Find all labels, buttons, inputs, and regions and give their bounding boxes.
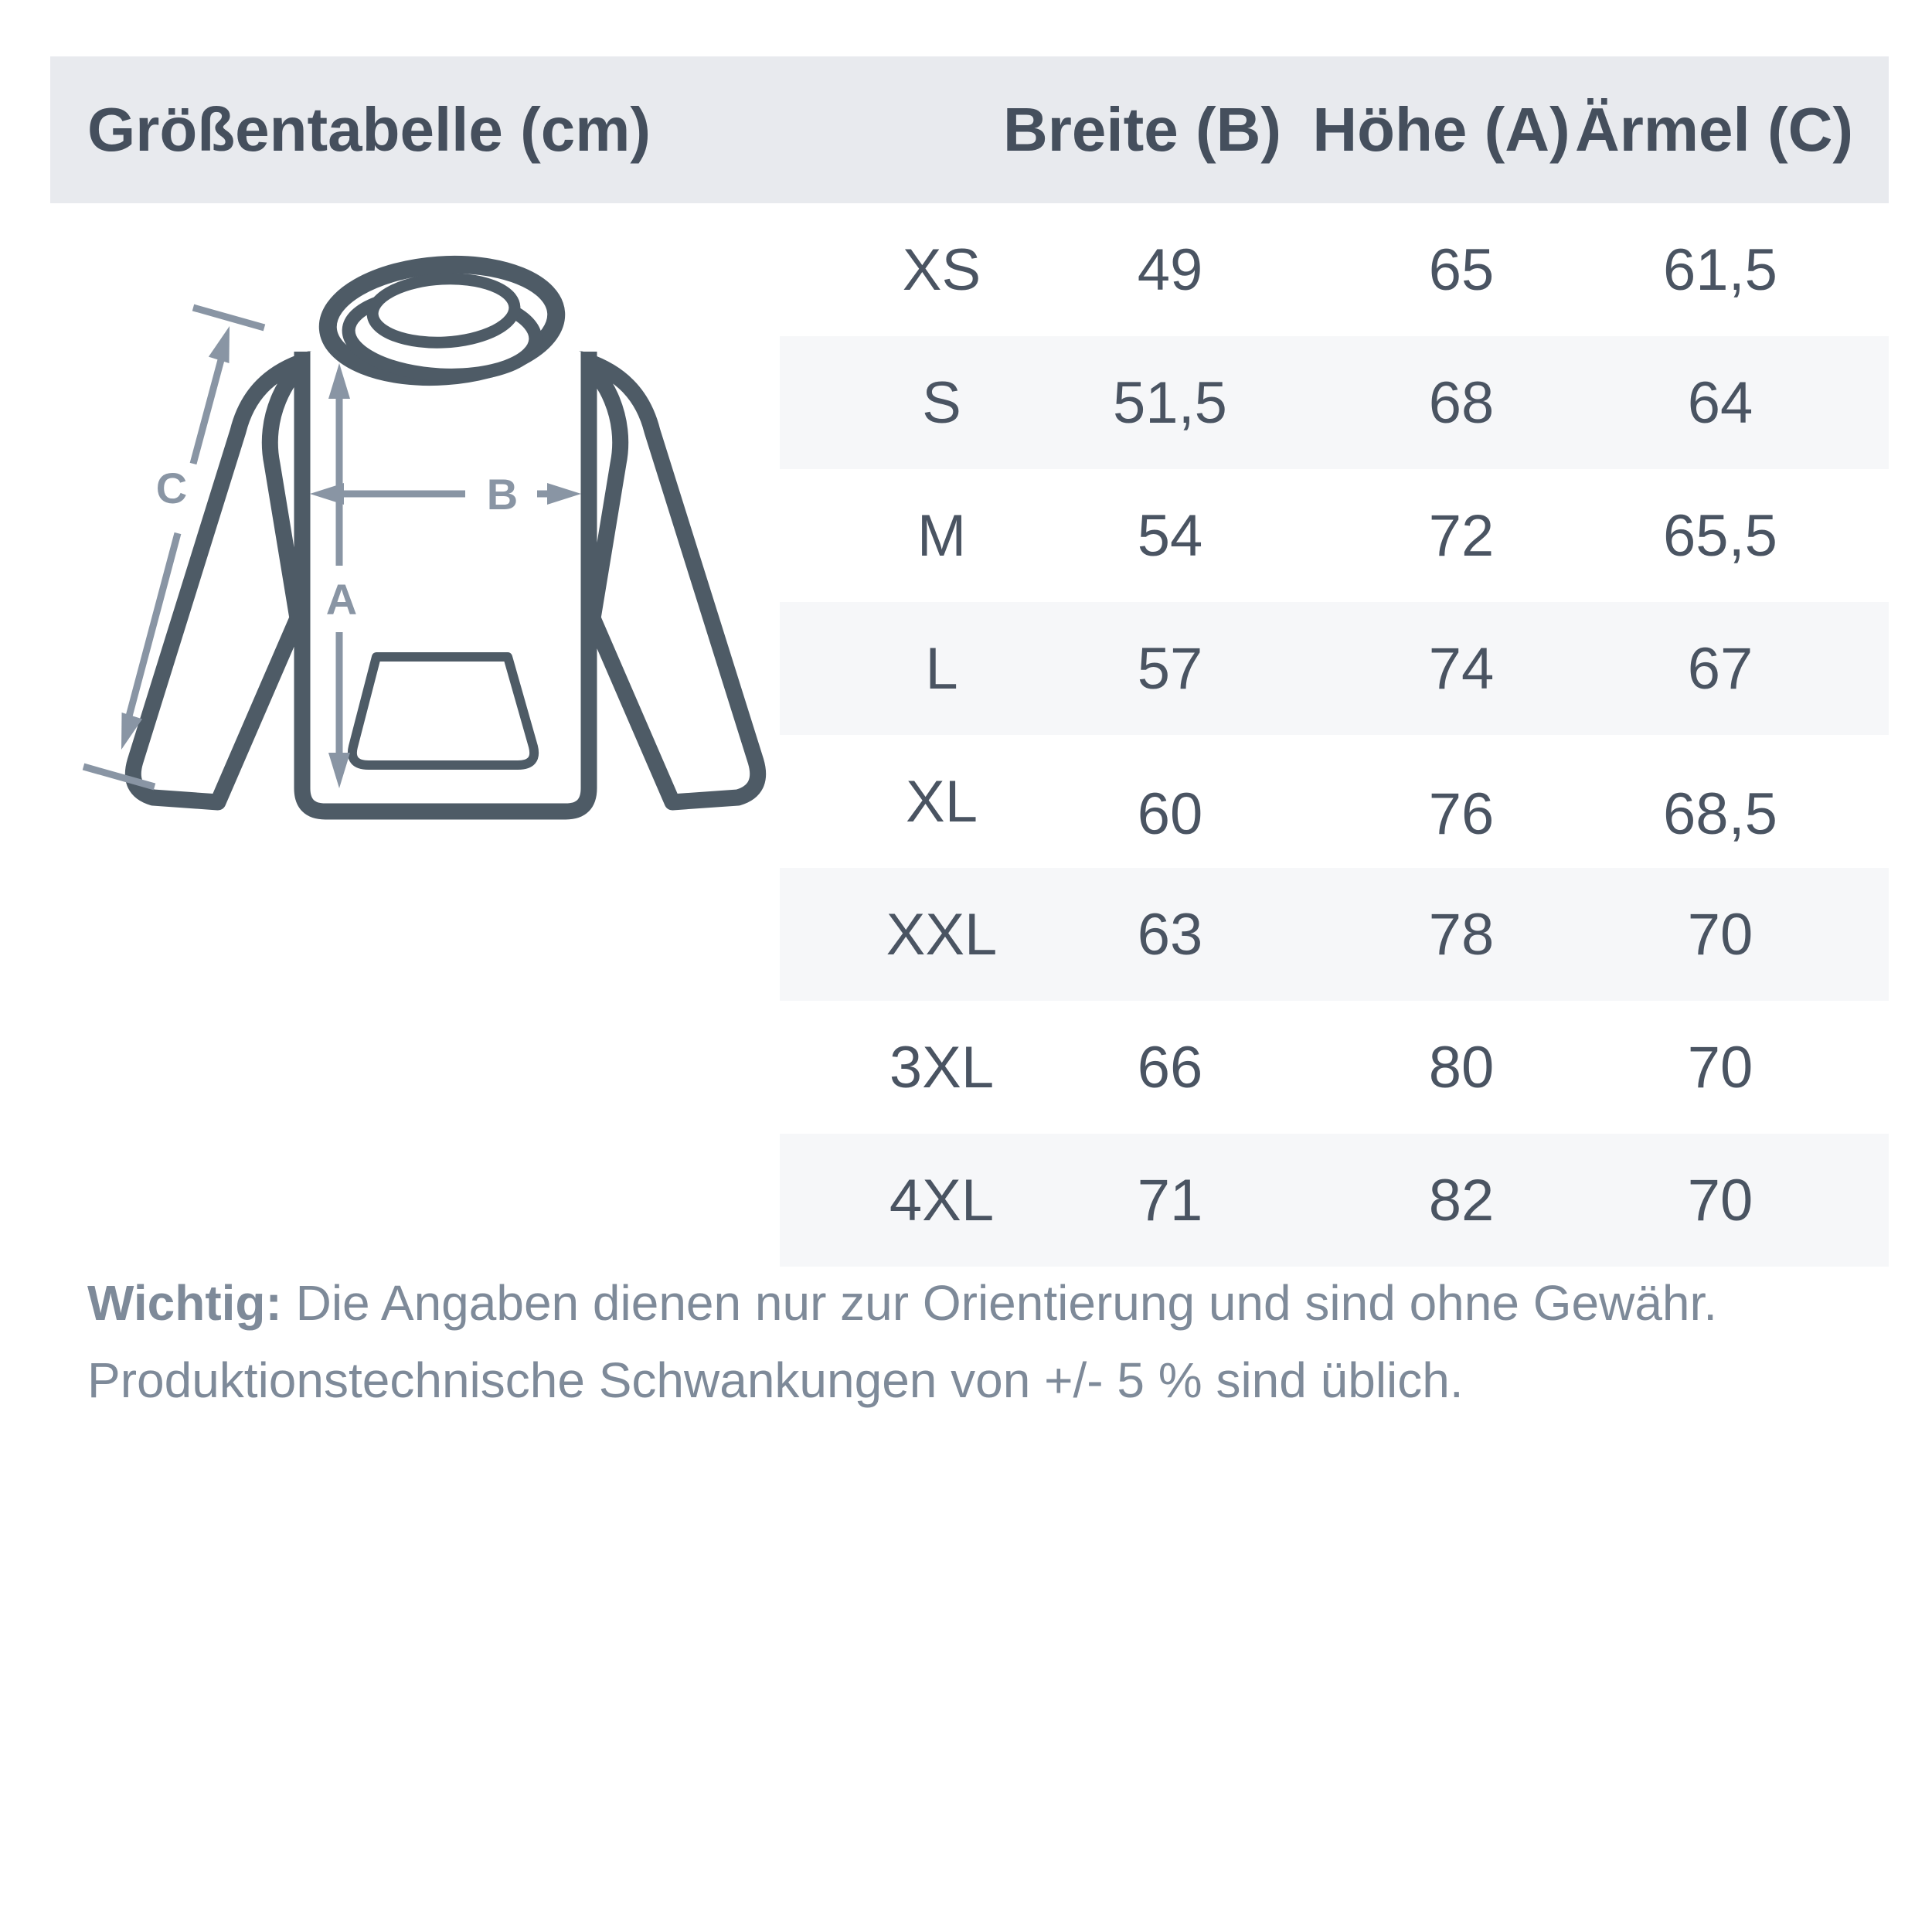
aermel-cell: 70 [1687,1034,1753,1100]
aermel-cell: 67 [1687,635,1753,702]
aermel-cell: 70 [1687,1167,1753,1233]
breite-cell: 57 [1137,635,1203,702]
measure-label-c: C [155,464,188,512]
table-row [780,735,1889,868]
size-cell: L [925,635,958,702]
aermel-cell: 61,5 [1663,236,1777,303]
page-title: Größentabelle (cm) [87,95,651,164]
aermel-cell: 68,5 [1663,781,1777,847]
table-row [780,602,1889,735]
important-note-line1: Die Angaben dienen nur zur Orientierung und sind ohne Gewähr. [281,1275,1718,1331]
measure-label-a: A [325,575,358,624]
important-note [87,1264,1865,1419]
table-row [780,1001,1889,1134]
column-header-aermel: Ärmel (C) [1574,95,1854,164]
column-header-breite: Breite (B) [1002,95,1282,164]
hoehe-cell: 82 [1428,1167,1495,1233]
size-cell: M [917,502,967,569]
breite-cell: 63 [1137,901,1203,968]
breite-cell: 60 [1137,781,1203,847]
aermel-cell: 65,5 [1663,502,1777,569]
column-headers [780,56,1889,203]
hoehe-cell: 80 [1428,1034,1495,1100]
aermel-cell: 70 [1687,901,1753,968]
hoehe-cell: 78 [1428,901,1495,968]
size-cell: XL [906,768,978,835]
table-row [780,203,1889,336]
hoehe-cell: 74 [1428,635,1495,702]
breite-cell: 71 [1137,1167,1203,1233]
size-cell: XS [902,236,981,303]
table-row [780,469,1889,602]
breite-cell: 66 [1137,1034,1203,1100]
breite-cell: 49 [1137,236,1203,303]
hoodie-right-sleeve [581,359,758,802]
aermel-cell: 64 [1687,369,1753,436]
hoehe-cell: 72 [1428,502,1495,569]
column-header-hoehe: Höhe (A) [1312,95,1570,164]
measure-label-b: B [486,470,519,519]
table-header [50,56,1889,203]
breite-cell: 54 [1137,502,1203,569]
table-row [780,1134,1889,1267]
hoehe-cell: 65 [1428,236,1495,303]
hoodie-pocket [352,657,534,765]
breite-cell: 51,5 [1113,369,1227,436]
hoodie-measurement-diagram [39,209,811,858]
important-note-label: Wichtig: [87,1275,282,1331]
size-cell: XXL [886,901,998,968]
size-cell: 4XL [889,1167,995,1233]
table-row [780,336,1889,469]
important-note-line2: Produktionstechnische Schwankungen von +/- 5 % sind üblich. [87,1352,1464,1408]
size-cell: 3XL [889,1034,995,1100]
table-row [780,868,1889,1001]
hoehe-cell: 68 [1428,369,1495,436]
hoodie-left-sleeve [133,359,309,802]
size-table-body [780,203,1889,1267]
hoehe-cell: 76 [1428,781,1495,847]
size-cell: S [922,369,961,436]
